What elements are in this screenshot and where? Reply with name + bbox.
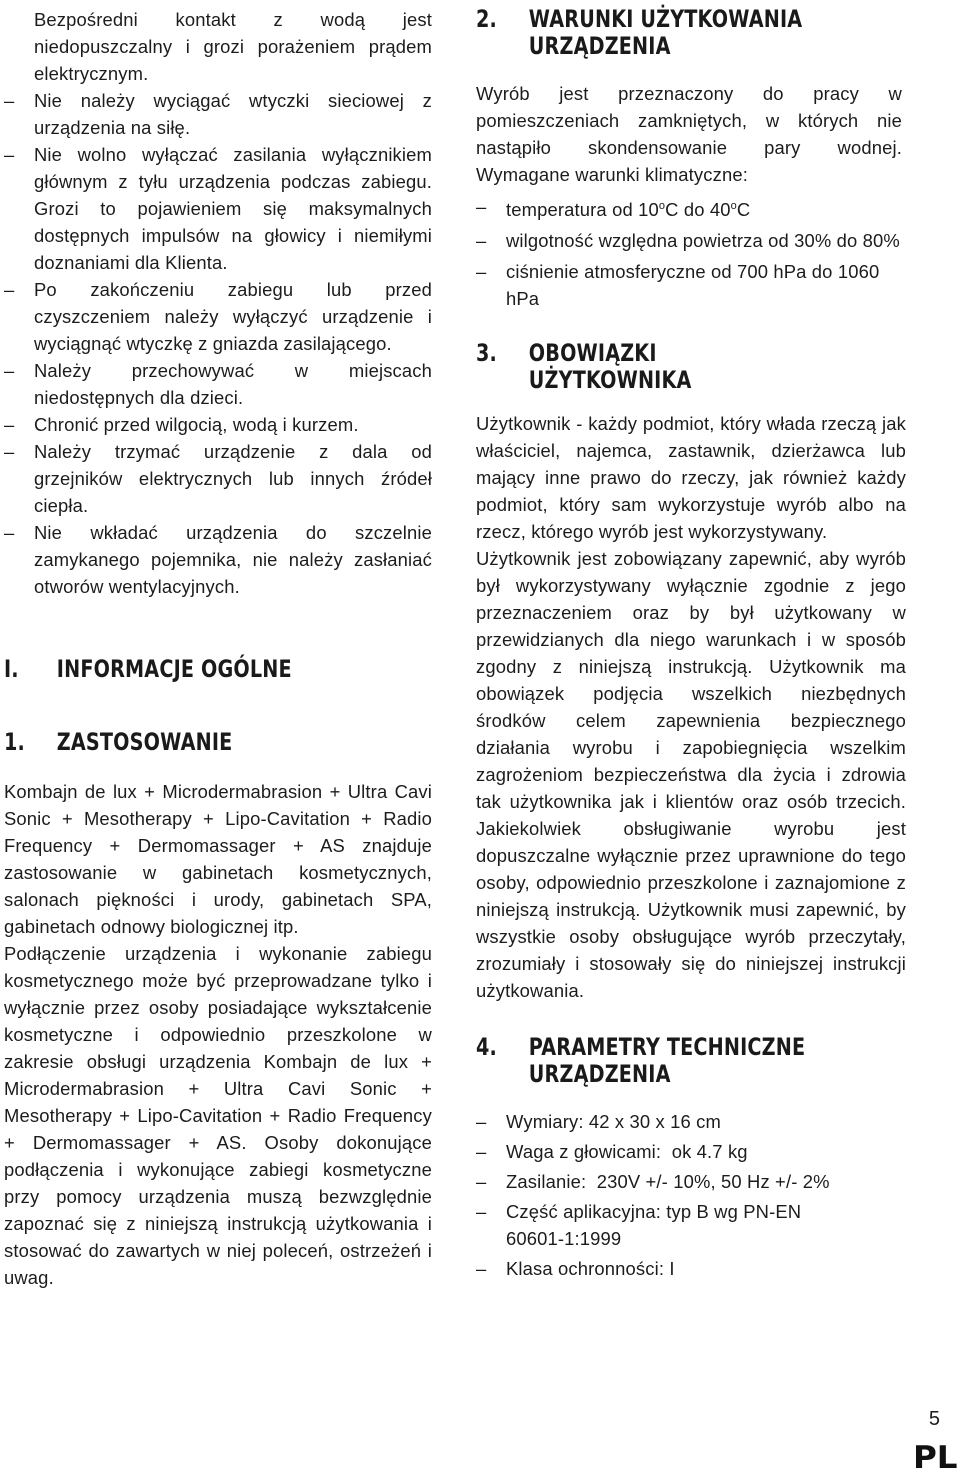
dash-bullet: –	[476, 196, 487, 217]
safety-item: – Po zakończeniu zabiegu lub przed czyszczeniem należy wyłączyć urządzenie i wyciągnąć wtyczkę z gniazda zasilającego.	[4, 276, 432, 357]
language-marker: PL	[912, 1440, 958, 1476]
section-heading-operating-conditions: 2. WARUNKI UŻYTKOWANIA URZĄDZENIA	[476, 5, 803, 60]
dash-bullet: –	[476, 1141, 487, 1163]
safety-item: – Chronić przed wilgocią, wodą i kurzem.	[4, 411, 432, 438]
dash-bullet: –	[4, 144, 15, 165]
spec-item: – Klasa ochronności: I	[476, 1255, 906, 1282]
dash-bullet: –	[476, 1258, 487, 1280]
dash-bullet: –	[476, 1171, 487, 1193]
dash-bullet: –	[476, 1111, 487, 1133]
condition-pressure: – ciśnienie atmosferyczne od 700 hPa do 1060 hPa	[476, 258, 906, 312]
safety-item: – Nie wkładać urządzenia do szczelnie zamykanego pojemnika, nie należy zasłaniać otworów wentylacyjnych.	[4, 519, 432, 600]
spec-item: – Część aplikacyjna: typ B wg PN-EN 60601-1:1999	[476, 1198, 906, 1252]
safety-list	[4, 6, 432, 600]
condition-humidity: – wilgotność względna powietrza od 30% do 80%	[476, 227, 906, 254]
condition-temperature: – temperatura od 10$^o$C do 40$^o$C	[476, 193, 906, 223]
right-column	[476, 6, 906, 1282]
climate-conditions-list	[476, 193, 906, 312]
safety-item: – Należy przechowywać w miejscach niedostępnych dla dzieci.	[4, 357, 432, 411]
section-heading-technical-parameters: 4. PARAMETRY TECHNICZNE URZĄDZENIA	[476, 1033, 806, 1089]
safety-item: – Należy trzymać urządzenie z dala od grzejników elektrycznych lub innych źródeł ciepła.	[4, 438, 432, 519]
spec-item: – Zasilanie: 230V +/- 10%, 50 Hz +/- 2%	[476, 1168, 906, 1195]
spec-item: – Wymiary: 42 x 30 x 16 cm	[476, 1108, 906, 1135]
spec-item: – Waga z głowicami: ok 4.7 kg	[476, 1138, 906, 1165]
dash-bullet: –	[476, 230, 487, 252]
dash-bullet: –	[476, 1201, 487, 1223]
safety-item: – Nie należy wyciągać wtyczki sieciowej z urządzenia na siłę.	[4, 87, 432, 141]
user-obligations-paragraph-2: Użytkownik jest zobowiązany zapewnić, aby wyrób był wykorzystywany wyłącznie zgodnie z jego przeznaczeniem oraz by był użytkowany w przewidzianych dla niego warunkach i w sposób zgodny z niniejszą instrukcją. Użytkownik ma obowiązek podjęcia wszelkich niezbędnych środków celem zapewnienia bezpiecznego działania wyrobu i zapobiegnięcia wszelkim zagrożeniom bezpieczeństwa dla życia i zdrowia tak użytkownika jak i klientów oraz osób trzecich. Jakiekolwiek obsługiwanie wyrobu jest dopuszczalne wyłącznie przez uprawnione do tego osoby, odpowiednio przeszkolone i zaznajomione z niniejszą instrukcją. Użytkownik musi zapewnić, by wszystkie osoby obsługujące wyrób przeczytały, zrozumiały i stosowały się do niniejszej instrukcji użytkowania.	[476, 548, 906, 1002]
application-paragraph-1: Kombajn de lux + Microdermabrasion + Ultra Cavi Sonic + Mesotherapy + Lipo-Cavitation + Radio Frequency + Dermomassager + AS znajduje zastosowanie w gabinetach kosmetycznych, salonach piękności i urody, gabinetach SPA, gabinetach odnowy biologicznej itp.	[4, 781, 432, 937]
section-heading-application: 1. ZASTOSOWANIE	[4, 728, 233, 756]
safety-item: – Nie wolno wyłączać zasilania wyłącznikiem głównym z tyłu urządzenia podczas zabiegu. Grozi to pojawieniem się maksymalnych dostępnych impulsów na głowicy i niemiłymi doznaniami dla Klienta.	[4, 141, 432, 276]
application-paragraph-2: Podłączenie urządzenia i wykonanie zabiegu kosmetycznego może być przeprowadzane tylko i wyłącznie przez osoby posiadające wykształcenie kosmetyczne i odpowiednio przeszkolone w zakresie obsługi urządzenia Kombajn de lux + Microdermabrasion + Ultra Cavi Sonic + Mesotherapy + Lipo-Cavitation + Radio Frequency + Dermomassager + AS. Osoby dokonujące podłączenia i wykonujące zabiegi kosmetyczne przy pomocy urządzenia muszą bezwzględnie zapoznać się z niniejszą instrukcją użytkowania i stosować do zawartych w niej poleceń, ostrzeżeń i uwag.	[4, 943, 432, 1288]
dash-bullet: –	[4, 90, 15, 111]
page-number: 5	[928, 1408, 940, 1430]
safety-item-continued: Bezpośredni kontakt z wodą jest niedopuszczalny i grozi porażeniem prądem elektrycznym.	[34, 9, 432, 84]
dash-bullet: –	[4, 522, 15, 543]
operating-conditions-paragraph: Wyrób jest przeznaczony do pracy w pomieszczeniach zamkniętych, w których nie nastąpiło skondensowanie pary wodnej. Wymagane warunki klimatyczne:	[476, 83, 902, 185]
dash-bullet: –	[4, 441, 15, 462]
dash-bullet: –	[4, 279, 15, 300]
section-heading-general-info: I. INFORMACJE OGÓLNE	[4, 655, 292, 683]
dash-bullet: –	[4, 360, 15, 381]
technical-specs-list	[476, 1108, 906, 1282]
dash-bullet: –	[476, 261, 487, 283]
left-column	[4, 6, 432, 1291]
user-obligations-paragraph-1: Użytkownik - każdy podmiot, który włada rzeczą jak właściciel, najemca, zastawnik, dzierżawca lub mający inne prawo do rzeczy, jak również każdy podmiot, który sam wykorzystuje wyrób albo na rzecz, którego wyrób jest wykorzystywany.	[476, 413, 906, 543]
section-heading-user-obligations: 3. OBOWIĄZKI UŻYTKOWNIKA	[476, 339, 692, 395]
dash-bullet: –	[4, 414, 15, 435]
